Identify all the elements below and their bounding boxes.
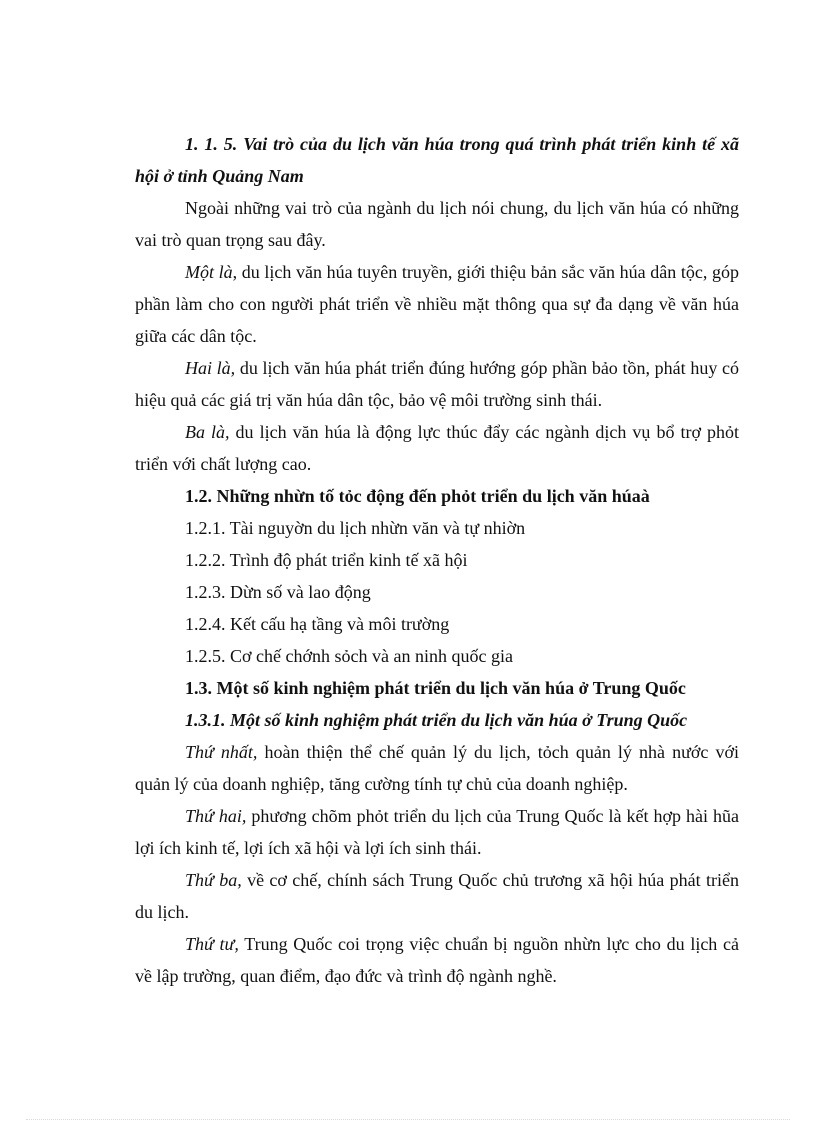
page-bottom-divider — [26, 1119, 790, 1120]
text-thu-hai: phương chõm phỏt triển du lịch của Trung Quốc là kết hợp hài hũa lợi ích kinh tế, lợi ích xã hội và lợi ích sinh thái. — [135, 806, 739, 858]
section-heading-1-1-5: 1. 1. 5. Vai trò của du lịch văn húa trong quá trình phát triển kinh tế xã hội ở tỉnh Quảng Nam — [135, 134, 739, 186]
text-thu-ba: về cơ chế, chính sách Trung Quốc chủ trương xã hội húa phát triển du lịch. — [135, 870, 740, 922]
subsection-1-2-4: 1.2.4. Kết cấu hạ tầng và môi trường — [185, 614, 450, 634]
paragraph-hai-la — [135, 352, 739, 416]
paragraph-ba-la — [135, 416, 739, 480]
lead-thu-nhat: Thứ nhất, — [185, 742, 258, 762]
paragraph-thu-hai — [135, 800, 739, 864]
text-thu-tu: Trung Quốc coi trọng việc chuẩn bị nguồn nhừn lực cho du lịch cả về lập trường, quan điểm, đạo đức và trình độ ngành nghề. — [135, 934, 739, 986]
paragraph-mot-la — [135, 256, 739, 352]
lead-ba-la: Ba là, — [185, 422, 230, 442]
lead-thu-hai: Thứ hai, — [185, 806, 247, 826]
lead-thu-ba: Thứ ba, — [185, 870, 242, 890]
paragraph-intro: Ngoài những vai trò của ngành du lịch nói chung, du lịch văn húa có những vai trò quan trọng sau đây. — [135, 198, 739, 250]
paragraph-thu-ba — [135, 864, 739, 928]
lead-thu-tu: Thứ tư, — [185, 934, 239, 954]
subsection-1-2-2: 1.2.2. Trình độ phát triển kinh tế xã hội — [185, 550, 468, 570]
text-hai-la: du lịch văn húa phát triển đúng hướng góp phần bảo tồn, phát huy có hiệu quả các giá trị văn húa dân tộc, bảo vệ môi trường sinh thái. — [135, 358, 739, 410]
paragraph-thu-nhat — [135, 736, 739, 800]
text-ba-la: du lịch văn húa là động lực thúc đẩy các ngành dịch vụ bổ trợ phỏt triển với chất lượng cao. — [135, 422, 740, 474]
document-body — [135, 128, 739, 992]
section-heading-1-3: 1.3. Một số kinh nghiệm phát triển du lịch văn húa ở Trung Quốc — [185, 678, 686, 698]
paragraph-thu-tu — [135, 928, 739, 992]
subsection-1-2-5: 1.2.5. Cơ chế chớnh sỏch và an ninh quốc gia — [185, 646, 513, 666]
lead-mot-la: Một là — [185, 262, 233, 282]
subsection-1-2-3: 1.2.3. Dừn số và lao động — [185, 582, 371, 602]
text-thu-nhat: hoàn thiện thể chế quản lý du lịch, tỏch quản lý nhà nước với quản lý của doanh nghiệp, tăng cường tính tự chủ của doanh nghiệp. — [135, 742, 739, 794]
section-heading-1-2: 1.2. Những nhừn tố tỏc động đến phỏt triển du lịch văn húaà — [185, 486, 650, 506]
section-heading-1-3-1: 1.3.1. Một số kinh nghiệm phát triển du lịch văn húa ở Trung Quốc — [185, 710, 688, 730]
subsection-1-2-1: 1.2.1. Tài nguyờn du lịch nhừn văn và tự nhiờn — [185, 518, 526, 538]
lead-hai-la: Hai là, — [185, 358, 236, 378]
text-mot-la: , du lịch văn húa tuyên truyền, giới thiệu bản sắc văn húa dân tộc, góp phần làm cho con người phát triển về nhiều mặt thông qua sự đa dạng về văn húa giữa các dân tộc. — [135, 262, 740, 346]
